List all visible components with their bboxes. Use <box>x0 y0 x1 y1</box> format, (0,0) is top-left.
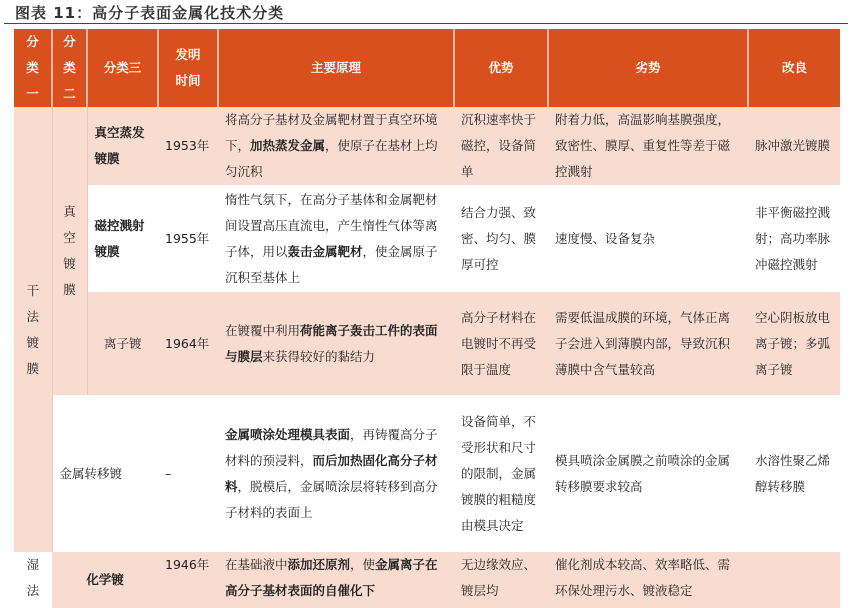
cell-year: 1955年 <box>158 185 218 292</box>
title-divider <box>4 23 848 24</box>
cell-principle: 惰性气氛下，在高分子基体和金属靶材间设置高压直流电，产生惰性气体等离子体，用以轰击金属靶材，使金属原子沉积至基体上 <box>218 185 454 292</box>
header-cat2: 分类二 <box>52 29 87 107</box>
cell-year: 1946年 <box>158 552 218 608</box>
cell-pros: 结合力强、致密、均匀、膜厚可控 <box>454 185 548 292</box>
table-row <box>14 185 840 292</box>
cell-cat23: 化学镀 <box>52 552 158 608</box>
header-principle: 主要原理 <box>218 29 454 107</box>
cell-improve <box>748 552 840 608</box>
cell-year: – <box>158 395 218 552</box>
cell-year: 1964年 <box>158 292 218 395</box>
header-cat1: 分类一 <box>14 29 52 107</box>
cell-cat3: 真空蒸发镀膜 <box>87 107 158 185</box>
cell-improve: 水溶性聚乙烯醇转移膜 <box>748 395 840 552</box>
cell-cons: 模具喷涂金属膜之前喷涂的金属转移膜要求较高 <box>548 395 748 552</box>
classification-table <box>14 29 840 608</box>
cell-principle: 在镀覆中利用荷能离子轰击工件的表面与膜层来获得较好的黏结力 <box>218 292 454 395</box>
cell-cat3: 磁控溅射镀膜 <box>87 185 158 292</box>
header-cons: 劣势 <box>548 29 748 107</box>
header-improve: 改良 <box>748 29 840 107</box>
cell-principle: 将高分子基材及金属靶材置于真空环境下，加热蒸发金属，使原子在基材上均匀沉积 <box>218 107 454 185</box>
cell-cat23: 金属转移镀 <box>52 395 158 552</box>
cell-improve: 空心阴板放电离子镀；多弧离子镀 <box>748 292 840 395</box>
cell-improve: 脉冲激光镀膜 <box>748 107 840 185</box>
cell-pros: 无边缘效应、镀层均 <box>454 552 548 608</box>
table-row <box>14 107 840 185</box>
figure-title: 图表 11：高分子表面金属化技术分类 <box>15 4 285 22</box>
cell-cat2: 真空镀膜 <box>52 107 87 395</box>
cell-cat1: 湿法 <box>14 552 52 608</box>
cell-cons: 附着力低，高温影响基膜强度，致密性、膜厚、重复性等差于磁控溅射 <box>548 107 748 185</box>
cell-principle: 金属喷涂处理模具表面，再铸覆高分子材料的预浸料，而后加热固化高分子材料，脱模后，金属喷涂层将转移到高分子材料的表面上 <box>218 395 454 552</box>
cell-improve: 非平衡磁控溅射；高功率脉冲磁控溅射 <box>748 185 840 292</box>
header-pros: 优势 <box>454 29 548 107</box>
cell-cons: 需要低温成膜的环境，气体正离子会进入到薄膜内部，导致沉积薄膜中含气量较高 <box>548 292 748 395</box>
header-year: 发明时间 <box>158 29 218 107</box>
table-row <box>14 552 840 608</box>
table-row <box>14 292 840 395</box>
cell-cat1: 干法镀膜 <box>14 107 52 552</box>
cell-cons: 催化剂成本较高、效率略低、需环保处理污水、镀液稳定 <box>548 552 748 608</box>
table-row <box>14 395 840 552</box>
cell-year: 1953年 <box>158 107 218 185</box>
cell-pros: 沉积速率快于磁控，设备简单 <box>454 107 548 185</box>
cell-cons: 速度慢、设备复杂 <box>548 185 748 292</box>
header-cat3: 分类三 <box>87 29 158 107</box>
cell-pros: 高分子材料在电镀时不再受限于温度 <box>454 292 548 395</box>
cell-cat3: 离子镀 <box>87 292 158 395</box>
table-header <box>14 29 840 107</box>
cell-principle: 在基础液中添加还原剂，使金属离子在高分子基材表面的自催化下 <box>218 552 454 608</box>
cell-pros: 设备简单，不受形状和尺寸的限制，金属镀膜的粗糙度由模具决定 <box>454 395 548 552</box>
